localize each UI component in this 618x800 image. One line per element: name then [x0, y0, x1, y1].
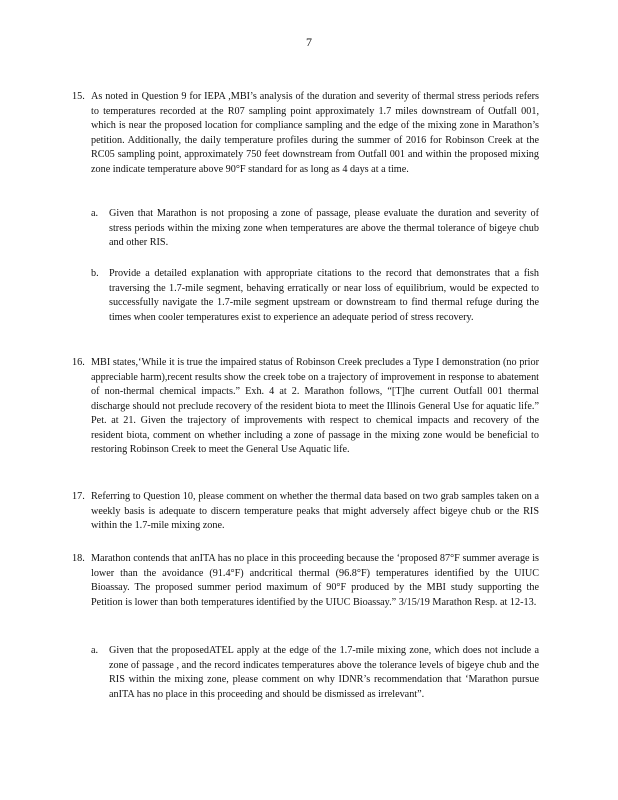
question-15-b	[91, 267, 539, 325]
question-18-a	[91, 644, 539, 702]
question-15	[72, 90, 539, 177]
question-number: 17.	[72, 491, 85, 502]
question-text: As noted in Question 9 for IEPA ,MBI’s analysis of the duration and severity of thermal stress periods refers to temperatures recorded at the R07 sampling point approximately 1.7 miles downstream of Outfall 001, which is near the proposed location for compliance sampling and the edge of the mixing zone in Marathon’s petition. Additionally, the daily temperature profiles during the summer of 2016 for Robinson Creek at the RC05 sampling point, approximately 750 feet downstream from Outfall 001 and within the proposed mixing zone indicate temperature above 90°F standard for as long as 4 days at a time.	[91, 91, 539, 175]
page-number: 7	[306, 35, 312, 49]
sub-text: Given that Marathon is not proposing a zone of passage, please evaluate the duration and severity of stress periods within the mixing zone when temperatures are above the thermal tolerance of bigeye chub and other RIS.	[109, 208, 539, 248]
sub-text: Provide a detailed explanation with appropriate citations to the record that demonstrates that a fish traversing the 1.7-mile segment, behaving erratically or near loss of equilibrium, would be expected to successfully navigate the 1.7-mile segment upstream or downstream to find thermal refuge during the times when cooler temperatures exist to experience an adequate period of stress recovery.	[109, 268, 539, 323]
sub-letter: a.	[91, 208, 99, 219]
question-number: 18.	[72, 553, 85, 564]
question-16	[72, 356, 539, 458]
question-18	[72, 552, 539, 610]
question-text: MBI states,‘While it is true the impaired status of Robinson Creek precludes a Type I demonstration (no prior appreciable harm),recent results show the creek tobe on a trajectory of improvement in response to abatement of non-thermal chemical impacts.” Exh. 4 at 2. Marathon follows, “[T]he current Outfall 001 thermal discharge should not preclude recovery of the resident biota to meet the Illinois General Use for aquatic life.” Pet. at 21. Given the trajectory of improvements with respect to chemical impacts and recovery of the resident biota, comment on whether including a zone of passage in the mixing zone would be beneficial to restoring Robinson Creek to meet the General Use Aquatic life.	[91, 357, 539, 455]
question-number: 16.	[72, 357, 85, 368]
question-15-a	[91, 207, 539, 251]
question-17	[72, 490, 539, 534]
question-text: Marathon contends that anITA has no place in this proceeding because the ‘proposed 87°F summer average is lower than the avoidance (91.4°F) andcritical thermal (96.8°F) temperatures identified by the UIUC Bioassay. The proposed summer period maximum of 90°F produced by the MBI study supporting the Petition is lower than both temperatures identified by the UIUC Bioassay.” 3/15/19 Marathon Resp. at 12-13.	[91, 553, 539, 608]
sub-letter: a.	[91, 645, 99, 656]
question-text: Referring to Question 10, please comment on whether the thermal data based on two grab samples taken on a weekly basis is adequate to discern temperature peaks that might adversely affect bigeye chub or the RIS within the 1.7-mile mixing zone.	[91, 491, 539, 531]
sub-text: Given that the proposedATEL apply at the edge of the 1.7-mile mixing zone, which does not include a zone of passage , and the record indicates temperatures above the tolerance levels of bigeye chub and the RIS within the mixing zone, please comment on why IDNR’s recommendation that ‘Marathon pursue anITA has no place in this proceeding and should be dismissed as irrelevant”.	[109, 645, 539, 700]
question-number: 15.	[72, 91, 85, 102]
sub-letter: b.	[91, 268, 99, 279]
